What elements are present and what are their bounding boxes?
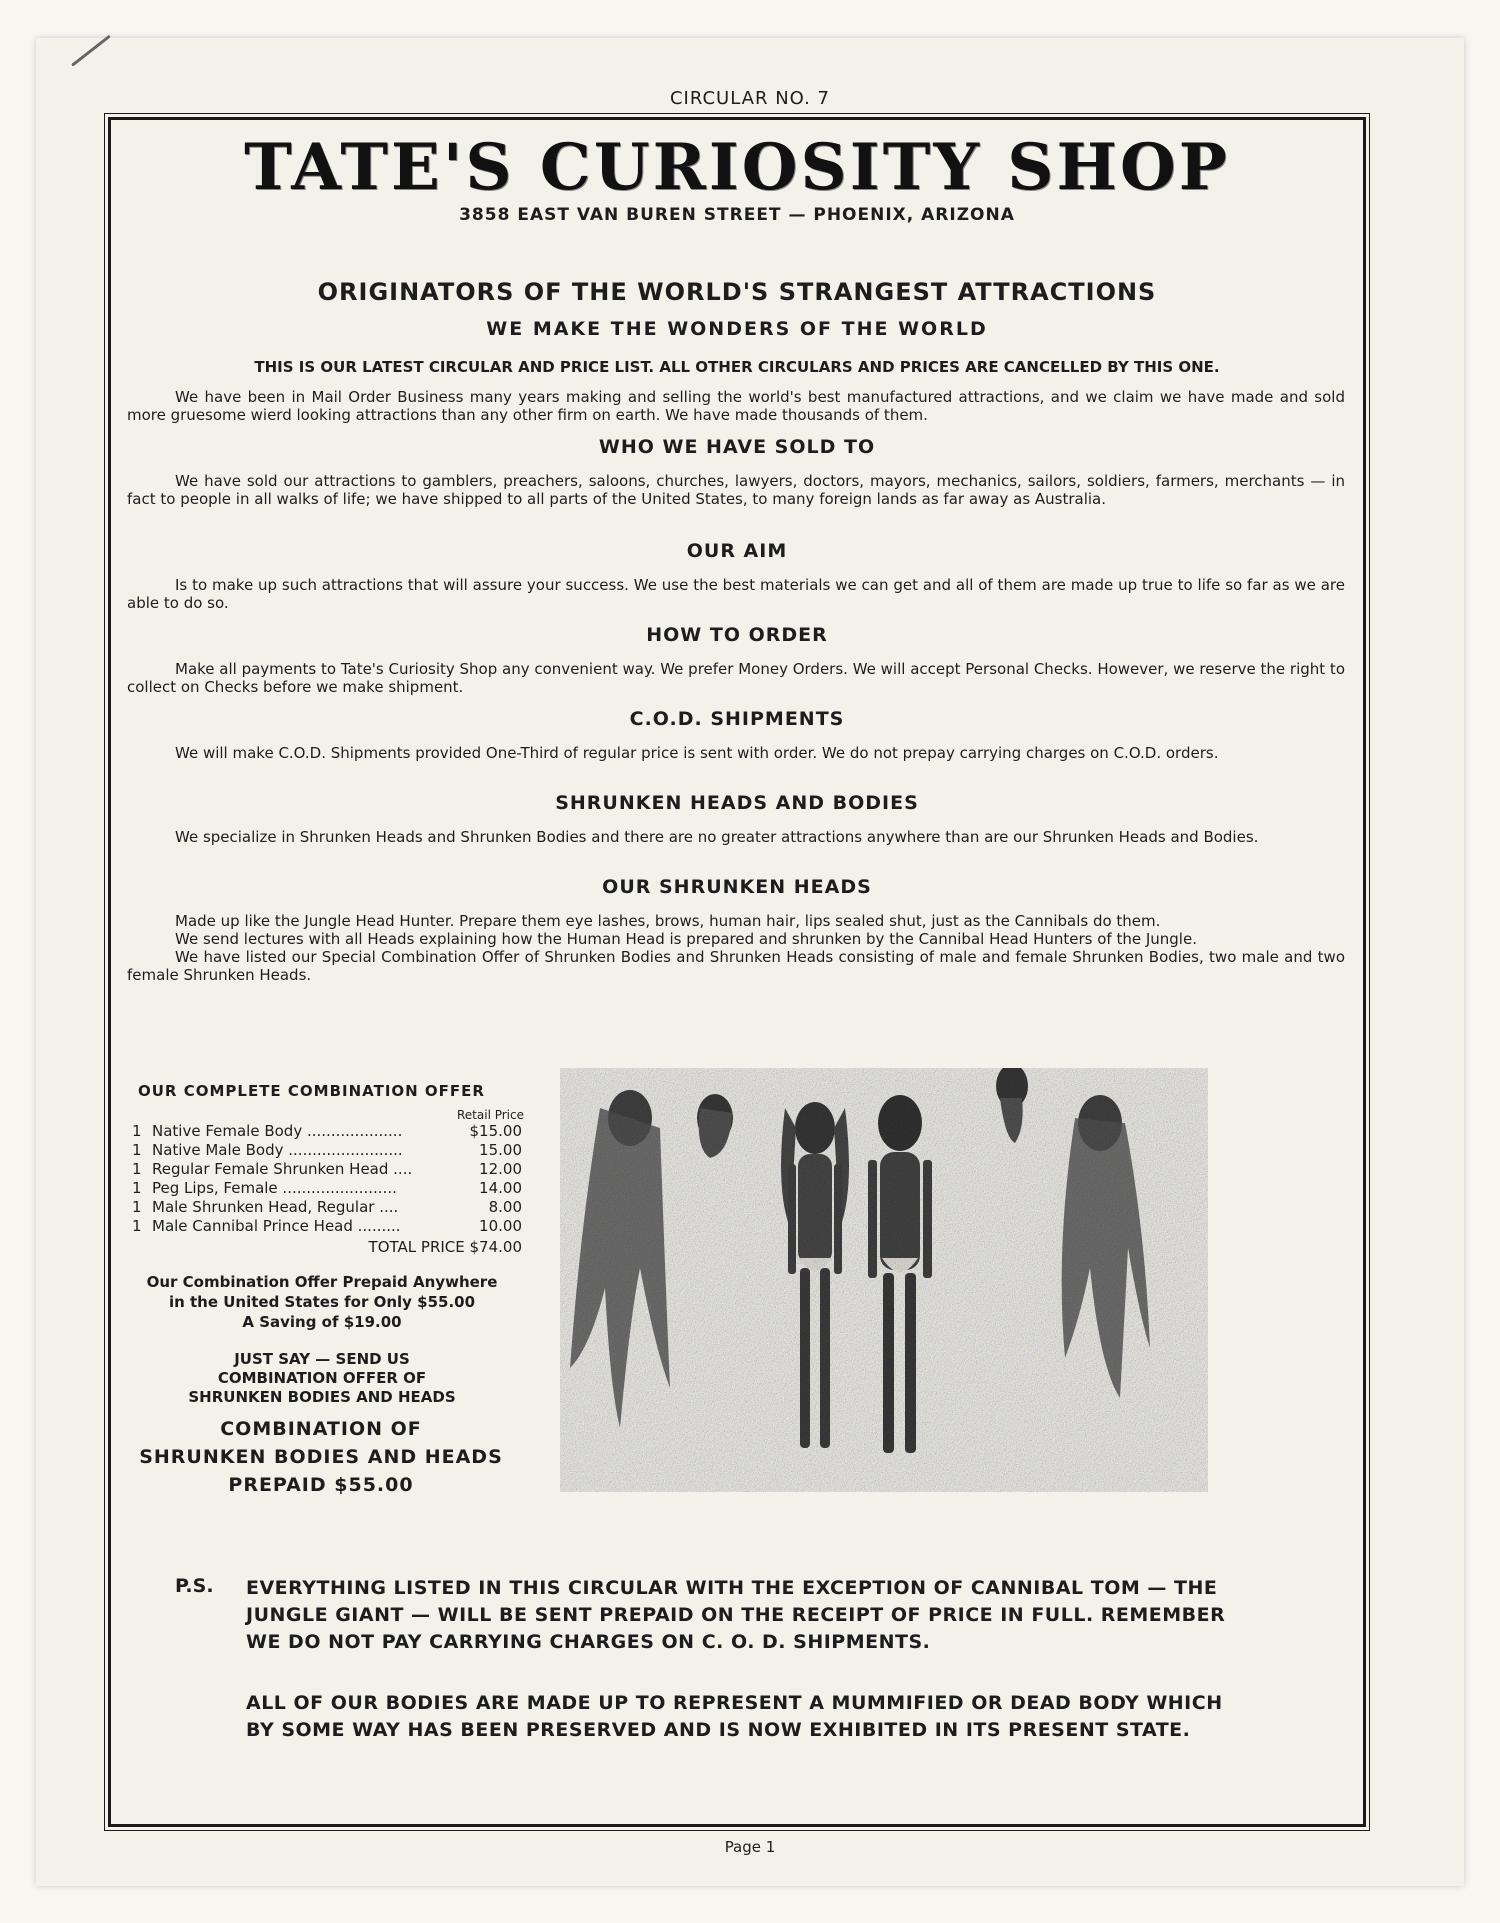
table-row: 1 Native Male Body ........................ 15.00 (132, 1141, 522, 1159)
circular-number: CIRCULAR NO. 7 (669, 88, 830, 109)
originators-heading: ORIGINATORS OF THE WORLD'S STRANGEST ATTRACTIONS (317, 278, 1157, 306)
wonders-heading: WE MAKE THE WONDERS OF THE WORLD (486, 318, 988, 340)
retail-price-label: Retail Price (457, 1108, 524, 1122)
combination-offer-list (132, 1082, 532, 1256)
just-say-text: JUST SAY — SEND US COMBINATION OFFER OF SHRUNKEN BODIES AND HEADS (188, 1350, 456, 1406)
order-paragraph: Make all payments to Tate's Curiosity Shop any convenient way. We prefer Money Orders. We will accept Personal Checks. However, we reserve the right to collect on Checks before we make shipment. (127, 660, 1345, 696)
sold-to-paragraph: We have sold our attractions to gamblers, preachers, saloons, churches, lawyers, doctors, mayors, mechanics, sailors, soldiers, farmers, merchants — in fact to people in all walks of life; we have shipped to all parts of the United States, to many foreign lands as far away as Australia. (127, 472, 1345, 508)
total-price: TOTAL PRICE $74.00 (368, 1238, 522, 1256)
table-row: 1 Regular Female Shrunken Head .... 12.00 (132, 1160, 522, 1178)
cod-paragraph: We will make C.O.D. Shipments provided One-Third of regular price is sent with order. We do not prepay carrying charges on C.O.D. orders. (175, 744, 1219, 762)
shrunken-paragraph: We specialize in Shrunken Heads and Shrunken Bodies and there are no greater attractions anywhere than are our Shrunken Heads and Bodies. (175, 828, 1259, 846)
heading-our-aim: OUR AIM (686, 540, 788, 562)
prepaid-offer-text: Our Combination Offer Prepaid Anywhere in the United States for Only $55.00 A Saving of $19.00 (146, 1273, 498, 1331)
combination-prepaid-callout: COMBINATION OF SHRUNKEN BODIES AND HEADS PREPAID $55.00 (139, 1418, 503, 1496)
latest-circular-notice: THIS IS OUR LATEST CIRCULAR AND PRICE LIST. ALL OTHER CIRCULARS AND PRICES ARE CANCELLED BY THIS ONE. (254, 358, 1220, 376)
intro-paragraph: We have been in Mail Order Business many years making and selling the world's best manufactured attractions, and we claim we have made and sold more gruesome wierd looking attractions than any other firm on earth. We have made thousands of them. (127, 388, 1345, 424)
ps-paragraph-2: ALL OF OUR BODIES ARE MADE UP TO REPRESENT A MUMMIFIED OR DEAD BODY WHICH BY SOME WAY HAS BEEN PRESERVED AND IS NOW EXHIBITED IN ITS PRESENT STATE. (246, 1692, 1223, 1741)
ps-paragraph-1: EVERYTHING LISTED IN THIS CIRCULAR WITH THE EXCEPTION OF CANNIBAL TOM — THE JUNGLE GIANT — WILL BE SENT PREPAID ON THE RECEIPT OF PRICE IN FULL. REMEMBER WE DO NOT PAY CARRYING CHARGES ON C. O. D. SHIPMENTS. (246, 1577, 1226, 1653)
table-row: 1 Native Female Body .................... $15.00 (132, 1122, 522, 1140)
offer-items-table (132, 1122, 522, 1236)
heads-paragraphs: Made up like the Jungle Head Hunter. Prepare them eye lashes, brows, human hair, lips sealed shut, just as the Cannibals do them. We send lectures with all Heads explaining how the Human Head is prepared and shrunken by the Cannibal Head Hunters of the Jungle. We have listed our Special Combination Offer of Shrunken Bodies and Shrunken Heads consisting of male and female Shrunken Bodies, two male and two female Shrunken Heads. (127, 912, 1345, 984)
shop-title: TATE'S CURIOSITY SHOP (244, 130, 1230, 205)
ps-label: P.S. (175, 1575, 214, 1597)
shop-address: 3858 EAST VAN BUREN STREET — PHOENIX, ARIZONA (459, 205, 1015, 225)
heading-our-shrunken-heads: OUR SHRUNKEN HEADS (602, 876, 872, 898)
heading-who-we-sold-to: WHO WE HAVE SOLD TO (598, 436, 876, 458)
heading-shrunken-heads-bodies: SHRUNKEN HEADS AND BODIES (555, 792, 919, 814)
table-row: 1 Peg Lips, Female ........................ 14.00 (132, 1179, 522, 1197)
page-number: Page 1 (724, 1838, 776, 1856)
heading-cod-shipments: C.O.D. SHIPMENTS (629, 708, 845, 730)
table-row: 1 Male Shrunken Head, Regular .... 8.00 (132, 1198, 522, 1216)
table-row: 1 Male Cannibal Prince Head ......... 10.00 (132, 1217, 522, 1235)
heading-how-to-order: HOW TO ORDER (646, 624, 828, 646)
aim-paragraph: Is to make up such attractions that will assure your success. We use the best materials we can get and all of them are made up true to life so far as we are able to do so. (127, 576, 1345, 612)
shrunken-heads-bodies-photo (560, 1068, 1360, 1558)
offer-heading: OUR COMPLETE COMBINATION OFFER (138, 1082, 485, 1100)
